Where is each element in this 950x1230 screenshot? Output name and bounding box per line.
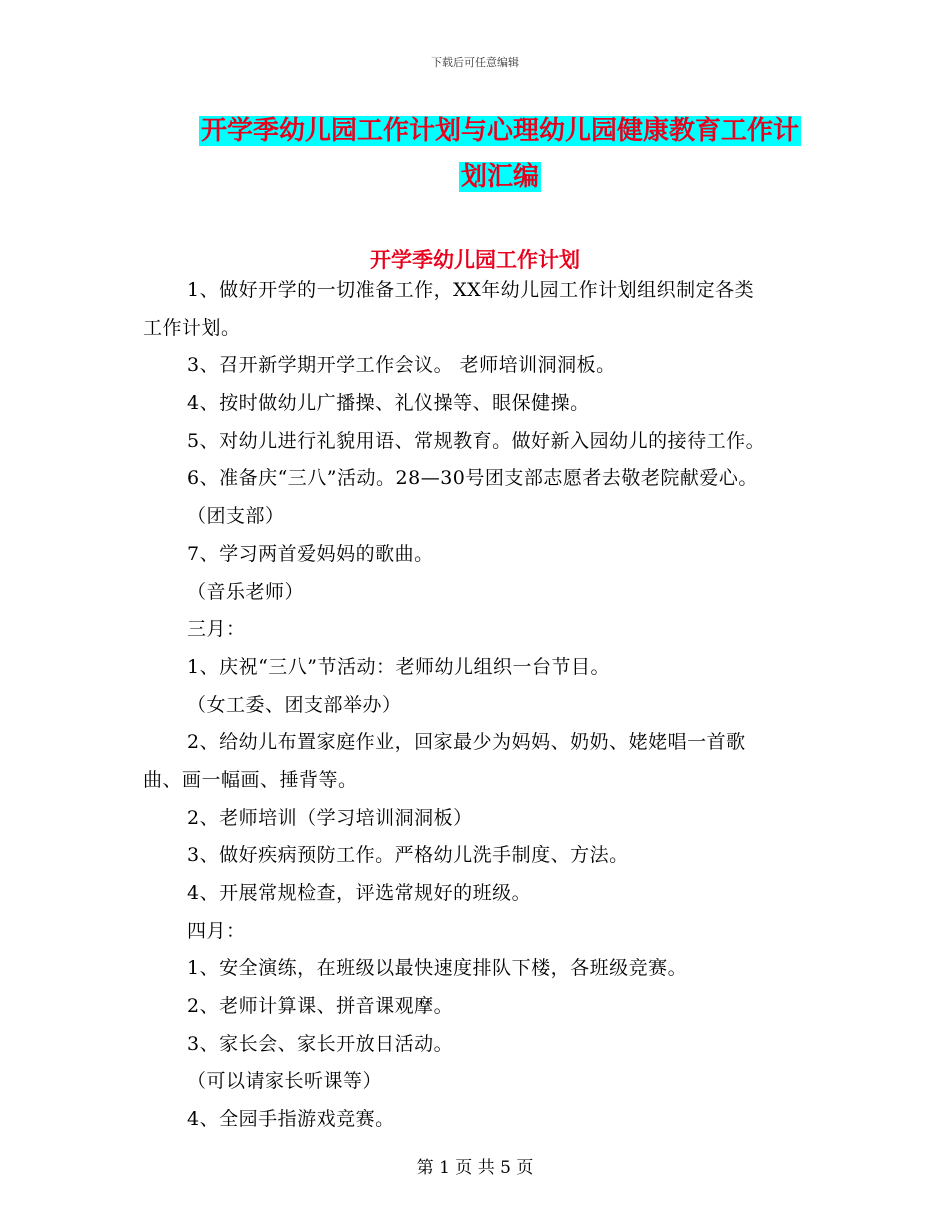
- paragraph-line: 2、老师培训（学习培训洞洞板）: [187, 806, 473, 829]
- month-heading: 三月：: [187, 618, 246, 641]
- document-title-line-1: 开学季幼儿园工作计划与心理幼儿园健康教育工作计: [200, 116, 799, 146]
- paragraph-line: 4、按时做幼儿广播操、礼仪操等、眼保健操。: [187, 392, 590, 415]
- paragraph-line: 2、给幼儿布置家庭作业，回家最少为妈妈、奶奶、姥姥唱一首歌: [187, 731, 746, 754]
- paragraph-line: 6、准备庆“三八”活动。28—30号团支部志愿者去敬老院献爱心。: [187, 467, 758, 490]
- paragraph-line: 1、庆祝“三八”节活动：老师幼儿组织一台节目。: [187, 655, 611, 678]
- document-title: [140, 108, 860, 200]
- page-footer: 第 1 页 共 5 页: [416, 1158, 534, 1178]
- paragraph-line: 3、召开新学期开学工作会议。 老师培训洞洞板。: [187, 354, 616, 377]
- paragraph-line: 5、对幼儿进行礼貌用语、常规教育。做好新入园幼儿的接待工作。: [187, 429, 766, 452]
- paragraph-line: （团支部）: [187, 505, 285, 528]
- paragraph-line: 曲、画一幅画、捶背等。: [143, 768, 358, 791]
- paragraph-line: （女工委、团支部举办）: [187, 693, 402, 716]
- document-body: [143, 272, 823, 1139]
- paragraph-line: 4、开展常规检查，评选常规好的班级。: [187, 882, 532, 904]
- paragraph-line: （可以请家长听课等）: [187, 1070, 383, 1093]
- paragraph-line: 1、做好开学的一切准备工作，XX年幼儿园工作计划组织制定各类: [187, 279, 755, 301]
- month-heading: 四月：: [187, 919, 246, 942]
- paragraph-line: （音乐老师）: [187, 580, 305, 603]
- paragraph-line: 1、安全演练，在班级以最快速度排队下楼，各班级竞赛。: [187, 957, 688, 980]
- section-title: 开学季幼儿园工作计划: [370, 248, 580, 272]
- paragraph-line: 4、全园手指游戏竞赛。: [187, 1108, 395, 1131]
- paragraph-line: 3、家长会、家长开放日活动。: [187, 1032, 454, 1055]
- header-note: 下载后可任意编辑: [431, 56, 519, 69]
- paragraph-line: 7、学习两首爱妈妈的歌曲。: [187, 542, 434, 565]
- paragraph-line: 3、做好疾病预防工作。严格幼儿洗手制度、方法。: [187, 844, 629, 867]
- paragraph-line: 2、老师计算课、拼音课观摩。: [187, 995, 454, 1018]
- document-title-line-2: 划汇编: [460, 162, 539, 192]
- paragraph-line: 工作计划。: [143, 316, 241, 339]
